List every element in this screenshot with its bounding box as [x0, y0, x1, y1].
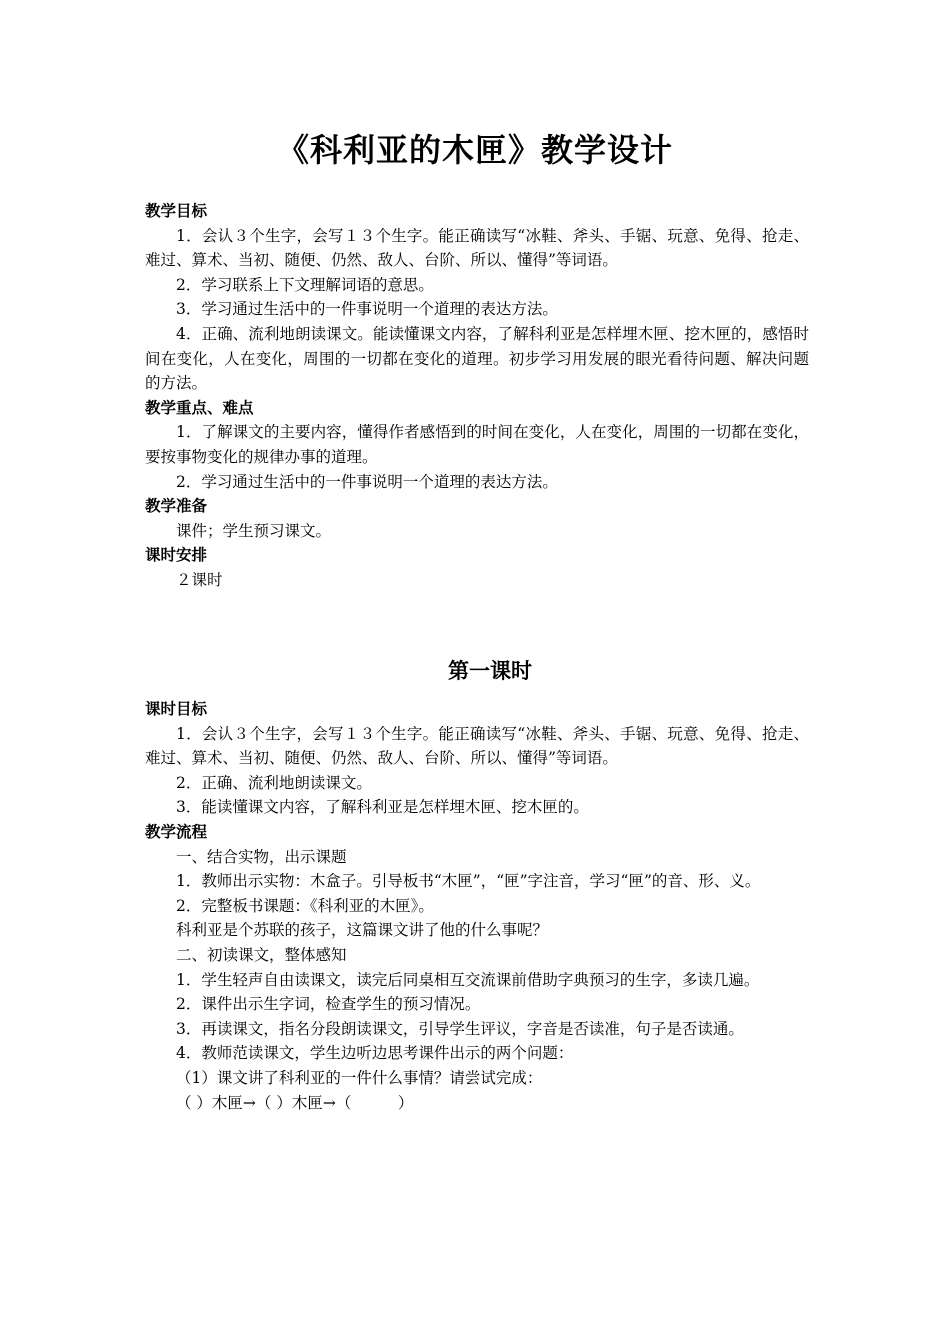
flow-item: （1）课文讲了科利亚的一件什么事情？请尝试完成： [176, 1068, 543, 1087]
goal-item: 2．学习联系上下文理解词语的意思。 [176, 275, 434, 294]
flow-item: （ ）木匣→（ ）木匣→（ ） [176, 1093, 414, 1112]
flow-item: 2．课件出示生字词，检查学生的预习情况。 [176, 995, 481, 1014]
goal-item: 4．正确、流利地朗读课文。能读懂课文内容，了解科利亚是怎样埋木匣、挖木匣的，感悟时间在变化，人在变化，周围的一切都在变化的道理。初步学习用发展的眼光看待问题、解决问题的方法。 [145, 324, 809, 393]
goal-item: 1．会认３个生字，会写１３个生字。能正确读写“冰鞋、斧头、手锯、玩意、免得、抢走、难过、算术、当初、随便、仍然、敌人、台阶、所以、懂得”等词语。 [145, 226, 809, 270]
schedule-text: ２课时 [176, 570, 223, 589]
schedule-heading: 课时安排 [145, 546, 208, 565]
flow-item: 1．学生轻声自由读课文，读完后同桌相互交流课前借助字典预习的生字，多读几遍。 [176, 970, 760, 989]
lesson-goal-item: 1．会认３个生字，会写１３个生字。能正确读写“冰鞋、斧头、手锯、玩意、免得、抢走、难过、算术、当初、随便、仍然、敌人、台阶、所以、懂得”等词语。 [145, 724, 809, 768]
lesson1-section [145, 697, 809, 1115]
lesson1-title: 第一课时 [448, 659, 532, 683]
flow-item: 4．教师范读课文，学生边听边思考课件出示的两个问题： [176, 1044, 574, 1063]
overview-section [145, 199, 809, 593]
prep-heading: 教学准备 [145, 497, 208, 516]
flow-item: 二、初读课文，整体感知 [176, 945, 347, 964]
flow-item: 3．再读课文，指名分段朗读课文，引导学生评议，字音是否读准，句子是否读通。 [176, 1019, 744, 1038]
focus-item: 2．学习通过生活中的一件事说明一个道理的表达方法。 [176, 472, 558, 491]
goal-item: 3．学习通过生活中的一件事说明一个道理的表达方法。 [176, 300, 558, 319]
document-title: 《科利亚的木匣》教学设计 [276, 131, 673, 169]
lesson-goal-item: 3．能读懂课文内容，了解科利亚是怎样埋木匣、挖木匣的。 [176, 798, 589, 817]
focus-heading: 教学重点、难点 [145, 398, 254, 417]
flow-item: 一、结合实物，出示课题 [176, 847, 347, 866]
flow-item: 2．完整板书课题：《科利亚的木匣》。 [176, 896, 434, 915]
prep-text: 课件；学生预习课文。 [176, 521, 332, 540]
flow-item: 1．教师出示实物：木盒子。引导板书“木匣”，“匣”字注音，学习“匣”的音、形、义。 [176, 872, 761, 891]
lesson-goal-item: 2．正确、流利地朗读课文。 [176, 773, 372, 792]
goals-heading: 教学目标 [145, 202, 208, 220]
flow-heading: 教学流程 [145, 822, 208, 841]
focus-item: 1．了解课文的主要内容，懂得作者感悟到的时间在变化，人在变化，周围的一切都在变化，要按事物变化的规律办事的道理。 [145, 423, 809, 466]
lesson-goals-heading: 课时目标 [145, 700, 208, 718]
flow-item: 科利亚是个苏联的孩子，这篇课文讲了他的什么事呢？ [176, 921, 549, 940]
